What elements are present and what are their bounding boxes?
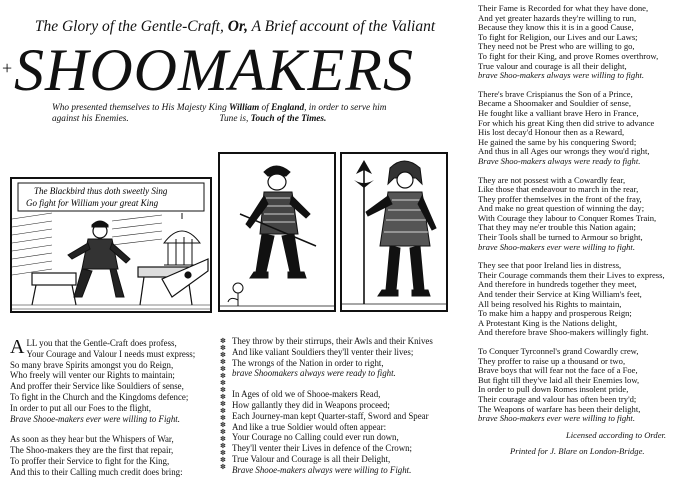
- verse-line: To Conquer Tyrconnel's grand Cowardly crew,: [478, 346, 639, 356]
- verse-line: And like valiant Souldiers they'll venter their lives;: [232, 346, 414, 357]
- verse-line: So many brave Spirits amongst you do Reign,: [10, 359, 174, 370]
- verse-line: They proffer themselves in the front of the fray,: [478, 193, 642, 204]
- verse-line: All being resolved his Rights to maintain,: [478, 298, 622, 309]
- verse-line: Your Courage no Calling could ever run down,: [232, 432, 399, 443]
- verse-refrain: brave Shoomakers always were ready to fight.: [232, 368, 396, 379]
- verse-line: They see that poor Ireland lies in distress,: [478, 260, 622, 271]
- title-part-c: A Brief account of the Valiant: [251, 18, 436, 35]
- woodcut-shoemaker-illustration: [12, 179, 210, 311]
- verse-line: brave Shoo-makers always were willing to fight.: [478, 70, 645, 81]
- verse-line: To fight for Religion, our Lives and our Laws;: [478, 31, 638, 42]
- licensed-note: Licensed according to Order.: [566, 430, 667, 440]
- column-divider-ornament: ✽ ✽ ✽ ✽ ✽ ✽ ✽ ✽ ✽ ✽ ✽ ✽ ✽ ✽ ✽ ✽ ✽ ✽ ✽: [220, 337, 226, 471]
- verse-line: Their Courage commands them their Lives to express,: [478, 269, 665, 280]
- verse-line: And therefore in hundreds together they meet,: [478, 279, 637, 290]
- verse-line: He gained the same by his conquering Sword;: [478, 136, 637, 147]
- verse-line: In order to pull down Romes insolent pride,: [478, 384, 629, 395]
- verse-line: They are not possest with a Cowardly fear,: [478, 174, 626, 185]
- subtitle-b: William: [229, 103, 260, 113]
- woodcut-soldier: [218, 152, 336, 312]
- verse-line: He fought like a valliant brave Hero in France,: [478, 107, 639, 118]
- verse-line: Their Tools shall be turned to Armour so bright,: [478, 232, 643, 243]
- subtitle-f: against his Enemies.: [52, 114, 129, 124]
- column-middle: [232, 336, 433, 476]
- subtitle-a: Who presented themselves to His Majesty King: [52, 103, 227, 113]
- verse-line: How gallantly they did in Weapons proceed;: [232, 399, 390, 410]
- birdcage-icon: [164, 213, 200, 265]
- subtitle-g: Tune is,: [219, 114, 249, 124]
- printer-note: Printed for J. Blare on London-Bridge.: [510, 446, 645, 456]
- banner-line-2: Go fight for William your great King: [26, 198, 159, 208]
- verse-line: The Shoo-makers they are the first that repair,: [10, 445, 174, 456]
- verse-line: They throw by their stirrups, their Awls and their Knives: [232, 336, 433, 346]
- verse-line: And thus in all Ages our wrongs they wou'd right,: [478, 146, 650, 157]
- verse-line: Each Journey-man kept Quarter-staff, Sword and Spear: [232, 410, 429, 421]
- verse-line: And this to their Calling much credit does bring:: [10, 466, 183, 477]
- main-title: SHOOMAKERS: [14, 37, 414, 103]
- verse-line: And proffer their Service like Souldiers of sense,: [10, 381, 184, 392]
- title-part-a: The Glory of the Gentle-Craft,: [34, 18, 224, 35]
- verse-line: And make no great question of winning the day;: [478, 203, 645, 214]
- verse-line: They proffer to raise up a thousand or two,: [478, 355, 626, 366]
- verse-line: Their Fame is Recorded for what they have done,: [478, 3, 649, 13]
- verse-line: Brave Shoo-makers always were ready to fight.: [478, 155, 641, 166]
- column-right: [478, 4, 665, 424]
- subtitle-d: England: [271, 103, 305, 113]
- verse-line: And tender their Service at King William's feet,: [478, 289, 642, 300]
- verse-line: LL you that the Gentle-Craft does profess,: [26, 338, 177, 348]
- verse-line: Because they know this it is in a good Cause,: [478, 22, 634, 33]
- gentleman-illustration: [342, 154, 446, 310]
- verse-line: In order to put all our Foes to the flight,: [10, 402, 151, 413]
- verse-line: Who freely will venter our Rights to maintain;: [10, 370, 175, 381]
- subtitle-c: of: [261, 103, 269, 113]
- verse-line: The wrongs of the Nation in order to right,: [232, 357, 384, 368]
- verse-line: As soon as they hear but the Whispers of War,: [10, 434, 174, 445]
- verse-line: To fight for their King, and prove Romes overthrow,: [478, 50, 659, 61]
- drop-cap: A: [10, 336, 25, 358]
- banner-line-1: The Blackbird thus doth sweetly Sing: [34, 186, 168, 196]
- verse-line: To make him a happy and prosperous Reign;: [478, 308, 632, 319]
- verse-line: They need not be Prest who are willing to go,: [478, 41, 635, 52]
- verse-line: In Ages of old we of Shooe-makers Read,: [232, 389, 381, 400]
- title-line: [0, 18, 470, 36]
- verse-line: Like those that endeavour to march in the rear,: [478, 184, 639, 195]
- flower-icon: [228, 283, 243, 306]
- verse-line: A Protestant King is the Nations delight,: [478, 317, 618, 328]
- woodcut-gentleman: [340, 152, 448, 312]
- verse-line: For which his great King then did strive to advance: [478, 117, 655, 128]
- verse-line: And therefore brave Shoo-makers willingly fight.: [478, 327, 649, 338]
- shoemaker-figure: [68, 221, 130, 297]
- column-left: [10, 336, 196, 478]
- cross-mark: +: [2, 58, 13, 78]
- subtitle: [52, 103, 472, 125]
- subtitle-h: Touch of the Times.: [250, 114, 327, 124]
- verse-refrain: Brave Shooe-makers ever were willing to Fight.: [10, 413, 180, 424]
- subtitle-e: , in order to serve him: [304, 103, 387, 113]
- verse-line: To fight in the Church and the Kingdoms defence;: [10, 391, 189, 402]
- verse-line: Your Courage and Valour I needs must express;: [26, 348, 196, 359]
- verse-line: True valour and courage is all their delight,: [478, 60, 627, 71]
- verse-line: And like a true Soldier would often appear:: [232, 421, 387, 432]
- verse-line: That they may ne'er trouble this Nation again;: [478, 222, 636, 233]
- verse-line: His lost decay'd Honour then as a Reward,: [478, 127, 625, 138]
- title-part-b: Or,: [227, 18, 248, 35]
- verse-line: There's brave Crispianus the Son of a Prince,: [478, 88, 633, 99]
- verse-line: But fight till they've laid all their Enemies low,: [478, 374, 640, 385]
- verse-line: Became a Shoomaker and Souldier of sense,: [478, 98, 631, 109]
- verse-line: And yet greater hazards they're willing to run,: [478, 12, 637, 23]
- soldier-illustration: [220, 154, 334, 310]
- verse-line: The Weapons of warfare has been their delight,: [478, 403, 641, 414]
- verse-line: Brave boys that will fear not the face of a Foe,: [478, 365, 638, 376]
- verse-line: Their courage and valour has often been try'd;: [478, 393, 637, 404]
- verse-line: To proffer their Service to fight for the King,: [10, 455, 170, 466]
- verse-line: brave Shoo-makers ever were willing to fight.: [478, 241, 635, 252]
- verse-refrain: Brave Shooe-makers always were willing to Fight.: [232, 464, 412, 475]
- woodcut-shoemaker: [10, 177, 212, 313]
- verse-line: brave Shoo-makers ever were willing to fight.: [478, 413, 635, 424]
- verse-line: They'll venter their Lives in defence of the Crown;: [232, 443, 413, 454]
- verse-line: True Valour and Courage is all their Delight,: [232, 453, 391, 464]
- verse-line: With Courage they labour to Conquer Romes Train,: [478, 212, 657, 223]
